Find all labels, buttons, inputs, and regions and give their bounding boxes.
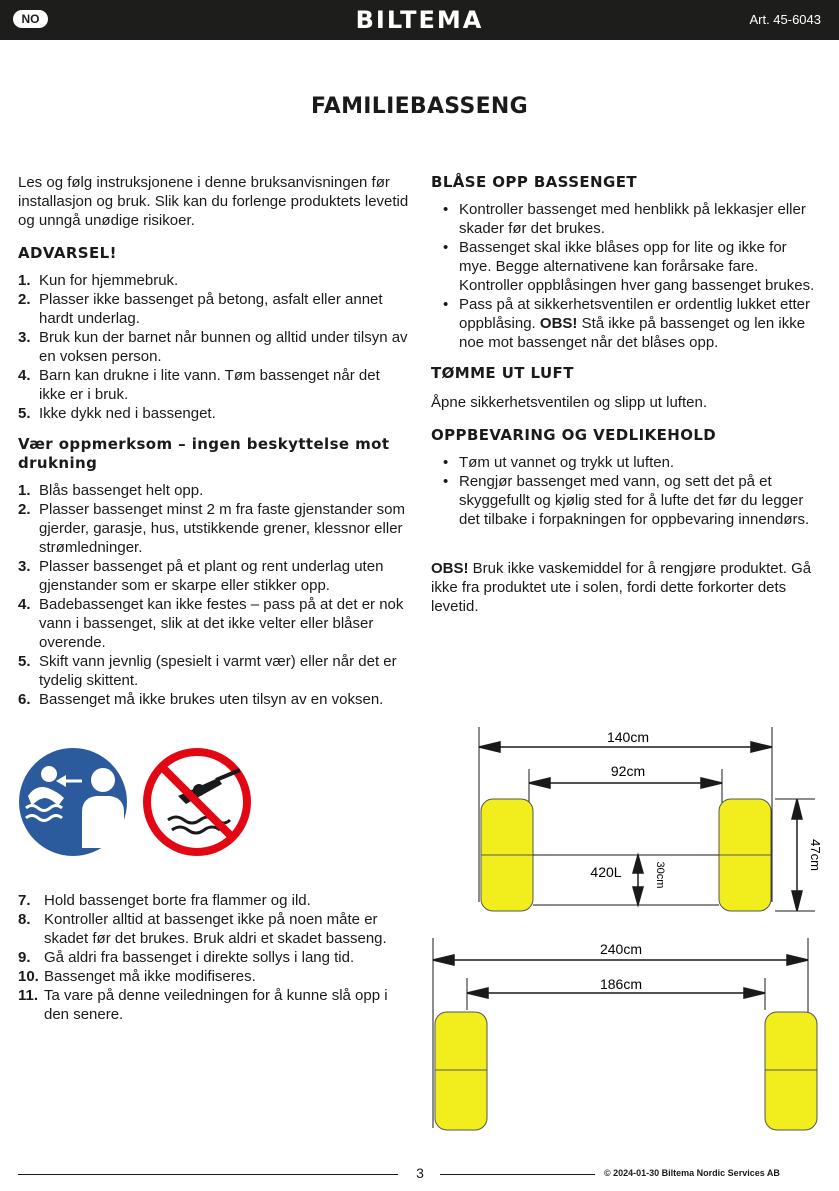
list-item: 3. Plasser bassenget på et plant og rent underlag uten gjenstander som er skarpe eller stikker opp. xyxy=(18,558,384,594)
footer-rule-left xyxy=(18,1174,398,1175)
depth-label: 30cm xyxy=(654,861,666,889)
more-list xyxy=(18,891,410,1024)
supervision-mandatory-icon xyxy=(19,748,127,856)
caution-list xyxy=(18,481,410,709)
list-item: 6. Bassenget må ikke brukes uten tilsyn av en voksen. xyxy=(18,691,384,708)
caution-heading: Vær oppmerksom – ingen beskyttelse mot drukning xyxy=(18,435,390,472)
list-item: • Rengjør bassenget med vann, og sett det på et skyggefullt og kjølig sted for å lufte det før du legger det tilbake i forpakningen for oppbevaring innendørs. xyxy=(431,472,823,529)
page-number: 3 xyxy=(416,1165,424,1181)
brand-logo: BILTEMA xyxy=(355,6,484,34)
left-column xyxy=(18,173,410,709)
list-item: 5. Skift vann jevnlig (spesielt i varmt vær) eller når det er tydelig skittent. xyxy=(18,653,397,689)
outer-diameter-label: 140cm xyxy=(606,729,650,745)
safety-icons xyxy=(18,748,258,860)
outer-diameter-label: 240cm xyxy=(599,941,643,957)
list-item: • Pass på at sikkerhetsventilen er ordentlig lukket etter oppblåsing. OBS! Stå ikke på bassenget og len ikke noe mot bassenget når det blåses opp. xyxy=(431,295,823,352)
footer-rule-right xyxy=(440,1174,595,1175)
inner-diameter-label: 92cm xyxy=(610,763,646,779)
deflate-heading: TØMME UT LUFT xyxy=(431,364,574,382)
inflate-heading: BLÅSE OPP BASSENGET xyxy=(431,173,637,191)
list-item: 4. Badebassenget kan ikke festes – pass på at det er nok vann i bassenget, slik at det ikke velter eller blåser overende. xyxy=(18,596,404,651)
inner-diameter-label: 186cm xyxy=(599,976,643,992)
left-column-bottom xyxy=(18,891,410,1024)
list-item: • Tøm ut vannet og trykk ut luften. xyxy=(431,453,823,472)
list-item: 1. Kun for hjemmebruk. xyxy=(18,272,179,289)
safety-icons-svg xyxy=(18,748,258,860)
copyright: © 2024-01-30 Biltema Nordic Services AB xyxy=(604,1168,780,1178)
note-text: OBS! Bruk ikke vaskemiddel for å rengjøre produktet. Gå ikke fra produktet ute i solen, fordi dette forkorter dets levetid. xyxy=(431,560,812,615)
language-badge: NO xyxy=(13,10,48,28)
deflate-text: Åpne sikkerhetsventilen og slipp ut luften. xyxy=(431,394,707,411)
pool-diagram-top xyxy=(470,727,823,912)
page-title: FAMILIEBASSENG xyxy=(310,94,529,119)
list-item: 3. Bruk kun der barnet når bunnen og alltid under tilsyn av en voksen person. xyxy=(18,329,408,365)
list-item: • Kontroller bassenget med henblikk på lekkasjer eller skader før det brukes. xyxy=(431,200,823,238)
storage-list xyxy=(431,453,823,529)
list-item: • Bassenget skal ikke blåses opp for lite og ikke for mye. Begge alternativene kan forårsake fare. Kontroller oppblåsingen hver gang bassenget brukes. xyxy=(431,238,823,295)
pool-diagram-bottom xyxy=(425,938,820,1134)
right-column xyxy=(431,173,823,616)
list-item: 1. Blås bassenget helt opp. xyxy=(18,482,204,499)
list-item: 9. Gå aldri fra bassenget i direkte sollys i lang tid. xyxy=(18,949,355,966)
list-item: 2. Plasser ikke bassenget på betong, asfalt eller annet hardt underlag. xyxy=(18,291,383,327)
volume-label: 420L xyxy=(590,864,622,880)
no-diving-icon xyxy=(147,752,247,852)
article-number: Art. 45-6043 xyxy=(749,12,821,27)
left-ring xyxy=(435,1012,487,1130)
intro-text: Les og følg instruksjonene i denne bruksanvisningen før installasjon og bruk. Slik kan du forlenge produktets levetid og unngå unødige risikoer. xyxy=(18,174,409,229)
warning-list xyxy=(18,271,410,423)
right-ring xyxy=(765,1012,817,1130)
inflate-list xyxy=(431,200,823,352)
list-item: 2. Plasser bassenget minst 2 m fra faste gjenstander som gjerder, garasje, hus, utstikkende grener, klessnor eller strømledninger. xyxy=(18,501,406,556)
list-item: 11. Ta vare på denne veiledningen for å kunne slå opp i den senere. xyxy=(18,987,388,1023)
list-item: 5. Ikke dykk ned i bassenget. xyxy=(18,405,216,422)
storage-heading: OPPBEVARING OG VEDLIKEHOLD xyxy=(431,426,717,444)
list-item: 7. Hold bassenget borte fra flammer og ild. xyxy=(18,892,311,909)
list-item: 4. Barn kan drukne i lite vann. Tøm bassenget når det ikke er i bruk. xyxy=(18,367,380,403)
header-bar xyxy=(0,0,839,40)
height-label: 47cm xyxy=(808,839,823,871)
list-item: 8. Kontroller alltid at bassenget ikke på noen måte er skadet før det brukes. Bruk aldri et skadet basseng. xyxy=(18,911,387,947)
warning-heading: ADVARSEL! xyxy=(18,244,117,262)
list-item: 10. Bassenget må ikke modifiseres. xyxy=(18,968,256,985)
